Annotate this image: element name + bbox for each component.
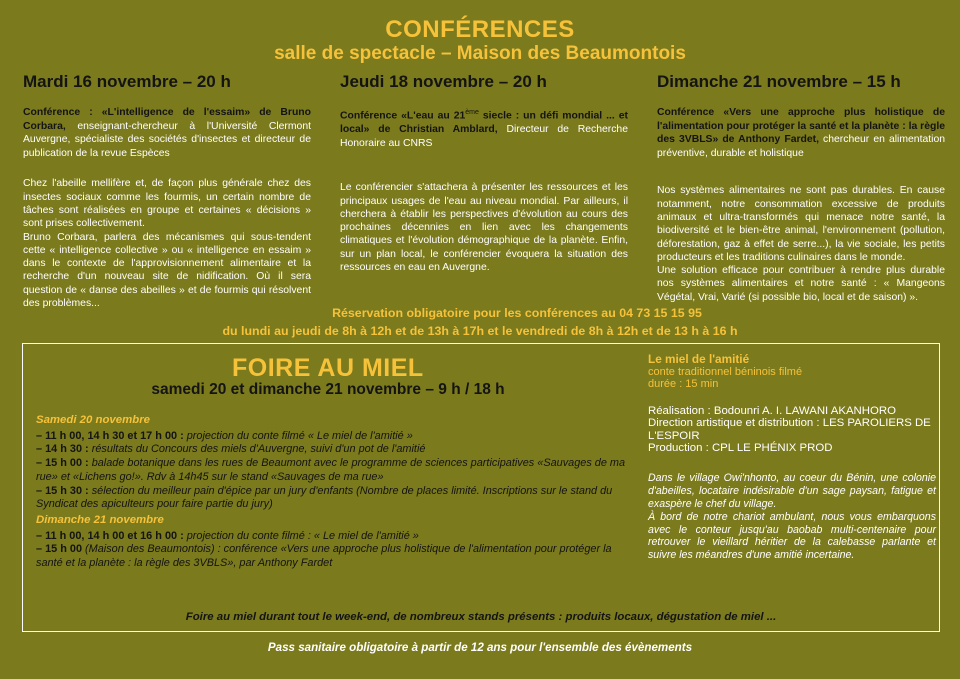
credit-line: Réalisation : Bodounri A. I. LAWANI AKANHORO — [648, 404, 896, 417]
conference-speaker-info: enseignant-chercheur à l'Université Clermont Auvergne, spécialiste des sociétés d'insectes et directeur de publication de la revue Espèces — [23, 120, 311, 159]
foire-footer-note: Foire au miel durant tout le week-end, de nombreux stands présents : produits locaux, dégustation de miel ... — [185, 611, 777, 623]
program-time: – 15 h 00 : — [36, 457, 89, 470]
conference-column-2 — [340, 72, 628, 274]
description-paragraph: Chez l'abeille mellifère et, de façon plus générale chez des insectes sociaux comme les fourmis, un certain nombre de tâches sont réalisées en groupe et certaines « décisions » sont prises collectivement. — [23, 178, 311, 230]
conference-column-3 — [657, 72, 945, 304]
synopsis-paragraph: Dans le village Owi'nhonto, au coeur du Bénin, une colonie d'abeilles, locataire indésirable d'un sage paysan, fatigue et exaspère le chef du village. — [648, 472, 936, 510]
conference-date: Jeudi 18 novembre – 20 h — [340, 72, 547, 91]
conference-date: Mardi 16 novembre – 20 h — [23, 72, 231, 91]
reservation-hours: du lundi au jeudi de 8h à 12h et de 13h à 17h et le vendredi de 8h à 12h et de 13 h à 16 h — [222, 324, 738, 338]
foire-dates: samedi 20 et dimanche 21 novembre – 9 h / 18 h — [151, 381, 505, 398]
ordinal-superscript: ème — [465, 109, 479, 116]
conference-title-part: siecle : un défi mondial ... et local» de Christian Amblard, — [340, 110, 628, 136]
credit-line: Direction artistique et distribution : LES PAROLIERS DE L'ESPOIR — [648, 417, 931, 442]
page-subtitle: salle de spectacle – Maison des Beaumontois — [274, 43, 686, 64]
program-item — [36, 457, 632, 484]
film-synopsis — [648, 472, 936, 562]
reservation-phone: Réservation obligatoire pour les conférences au 04 73 15 15 95 — [332, 306, 702, 320]
conference-description — [340, 181, 628, 274]
film-title: Le miel de l'amitié — [648, 352, 750, 366]
conference-intro — [657, 106, 945, 160]
film-info — [648, 353, 936, 562]
program-time: – 15 h 30 : — [36, 484, 89, 497]
program-text: projection du conte filmé « Le miel de l'amitié » — [183, 429, 413, 442]
pass-sanitaire-note: Pass sanitaire obligatoire à partir de 12 ans pour l'ensemble des évènements — [267, 641, 693, 654]
conference-intro — [23, 106, 311, 160]
conference-title: Conférence «Vers une approche plus holistique de l'alimentation pour protéger la santé et la planète : la règle des 3VBLS» de Anthony Fardet, — [657, 107, 945, 146]
program-day-label: Samedi 20 novembre — [36, 414, 150, 426]
program-time: – 11 h 00, 14 h 30 et 17 h 00 : — [36, 429, 184, 442]
film-credits — [648, 405, 936, 455]
foire-title: FOIRE AU MIEL — [232, 354, 424, 382]
program-item — [36, 485, 632, 512]
program-item — [36, 543, 632, 570]
program-item — [36, 530, 632, 544]
program-item — [36, 443, 632, 457]
conference-title-part: Conférence «L'eau au 21 — [340, 110, 466, 122]
film-subtitle: conte traditionnel béninois filmé — [648, 365, 803, 378]
program-day-label: Dimanche 21 novembre — [36, 513, 164, 526]
program-text: sélection du meilleur pain d'épice par un jury d'enfants (Nombre de places limité. Inscriptions sur le stand du Syndicat des apiculteurs pour faire partie du jury) — [36, 484, 613, 511]
conference-date: Dimanche 21 novembre – 15 h — [657, 72, 901, 91]
conference-description — [657, 184, 945, 304]
program-item — [36, 430, 632, 444]
conference-speaker-info: Directeur de Recherche Honoraire au CNRS — [340, 124, 628, 149]
conference-description — [23, 177, 311, 310]
conference-title: Conférence : «L'intelligence de l'essaim» de Bruno Corbara, — [23, 107, 311, 132]
program-text: projection du conte filmé : « Le miel de l'amitié » — [183, 529, 419, 542]
conference-speaker-info: chercheur en alimentation préventive, durable et holistique — [657, 134, 945, 159]
conference-column-1 — [23, 72, 311, 310]
description-paragraph: Une solution efficace pour contribuer à rendre plus durable nos systèmes alimentaires et notre santé : « Mangeons Végétal, Vrai, Varié (si possible bio, local et de saison) ». — [657, 265, 945, 303]
synopsis-paragraph: À bord de notre chariot ambulant, nous vous embarquons avec le conteur jusqu'au baobab multi-centenaire pour retrouver le vieillard héritier de la calebasse parlante et suivre les méandres d'une amitié incertaine. — [648, 510, 936, 562]
program-time: – 14 h 30 : — [36, 443, 89, 456]
description-paragraph: Le conférencier s'attachera à présenter les ressources et les principaux usages de l'eau au niveau mondial. Par ailleurs, il cherchera à établir les perspectives d'évolution au cours des prochaines décennies en lien avec les changements climatiques et l'évolution démographique de la planète. Enfin, sur un plan local, le conférencier évoquera la situation des ressources en eau en Auvergne. — [340, 182, 628, 274]
page-title: CONFÉRENCES — [385, 16, 575, 43]
description-paragraph: Nos systèmes alimentaires ne sont pas durables. En cause notamment, notre consommation excessive de produits animaux et ultra-transformés qui menace notre santé, la biodiversité et le bien-être animal, l'environnement (pollution, déforestation, gaz à effet de serre...), la vie sociale, les petits producteurs et les traditions culinaires dans le monde. — [657, 185, 945, 263]
film-duration: durée : 15 min — [648, 378, 719, 391]
conference-intro — [340, 106, 628, 150]
foire-program — [36, 414, 632, 571]
program-text: (Maison des Beaumontois) : conférence «Vers une approche plus holistique de l'alimentation pour protéger la santé et la planète : la règle des 3VBLS», par Anthony Fardet — [36, 543, 612, 570]
program-time: – 15 h 00 — [36, 543, 83, 556]
program-text: résultats du Concours des miels d'Auvergne, suivi d'un pot de l'amitié — [88, 443, 426, 456]
program-text: balade botanique dans les rues de Beaumont avec le programme de sciences participatives «Sauvages de ma rue» et «Lichens go!». Rdv à 14h45 sur le stand «Sauvages de ma rue» — [36, 457, 626, 483]
program-time: – 11 h 00, 14 h 00 et 16 h 00 : — [36, 529, 184, 542]
description-paragraph: Bruno Corbara, parlera des mécanismes qui sous-tendent cette « intelligence collective » ou « intelligence en essaim » dans le contexte de l'approvisionnement alimentaire et la recherche d'un nouveau site de nidification. Où il sera question de « danse des abeilles » et de fourmis qui résolvent des problèmes... — [23, 231, 311, 310]
credit-line: Production : CPL LE PHÉNIX PROD — [648, 442, 833, 454]
